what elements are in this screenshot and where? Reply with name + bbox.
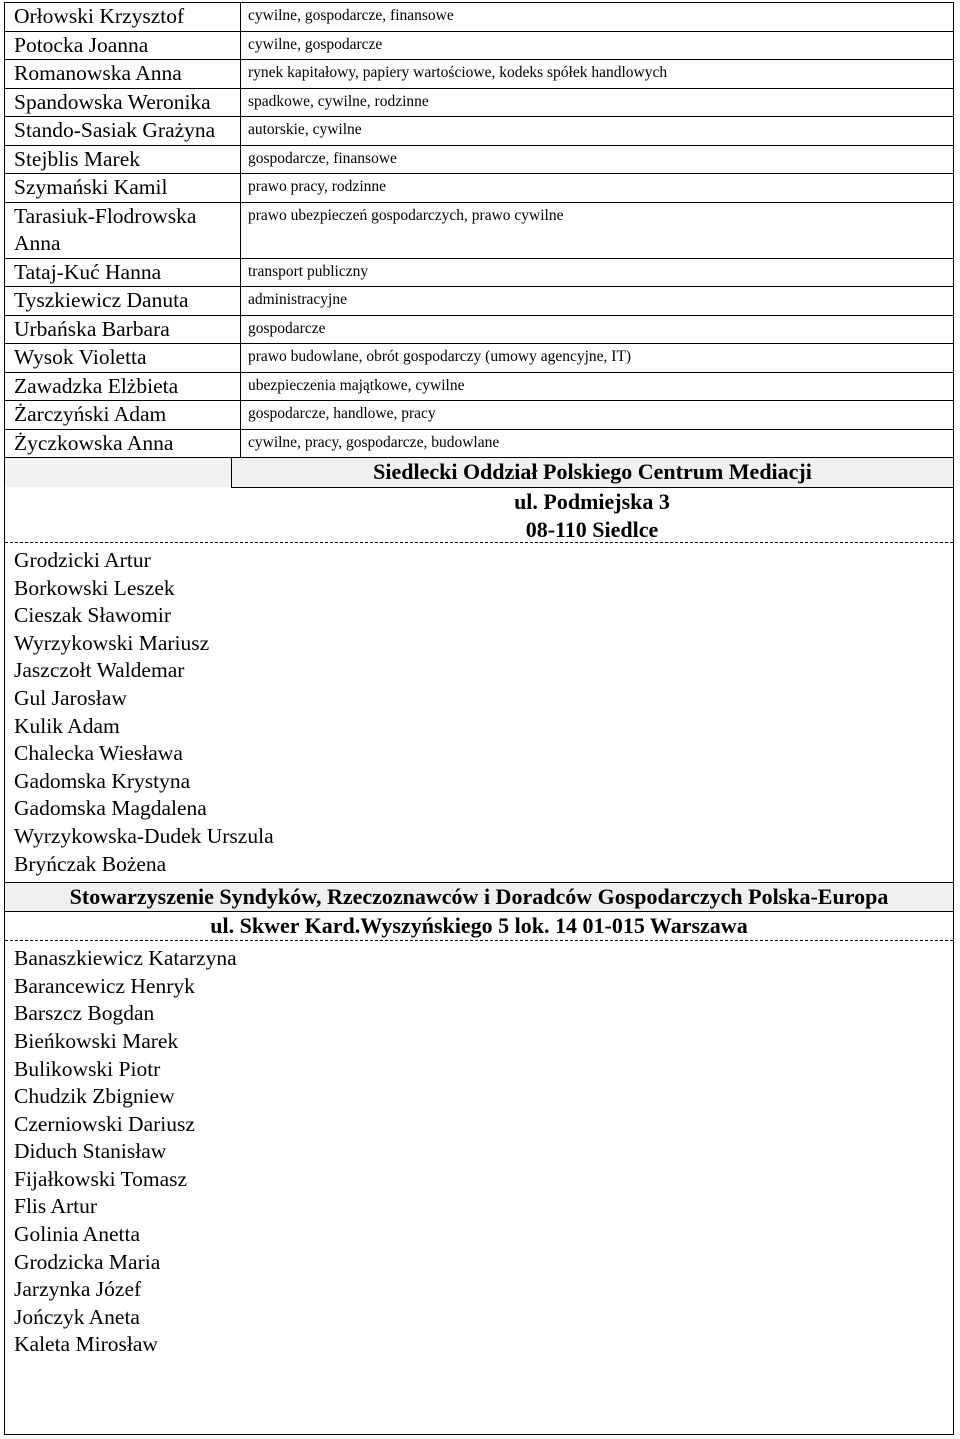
mediator-specialization: cywilne, gospodarcze [241,31,954,60]
list-item: Grodzicka Maria [14,1249,161,1274]
mediator-specialization: cywilne, pracy, gospodarcze, budowlane [241,429,954,458]
section-warszawa-names [5,941,953,1363]
table-row [5,145,953,174]
document-page [4,2,954,1435]
mediator-specialization: gospodarcze, finansowe [241,145,954,174]
list-item: Bulikowski Piotr [14,1056,161,1081]
mediator-specialization: ubezpieczenia majątkowe, cywilne [241,372,954,401]
mediator-specialization: autorskie, cywilne [241,117,954,146]
list-item: Chalecka Wiesława [14,741,183,766]
list-item: Wyrzykowska-Dudek Urszula [14,823,274,848]
list-item: Flis Artur [14,1194,98,1219]
table-row [5,315,953,344]
section-warszawa-header [5,882,953,941]
table-row [5,258,953,287]
mediator-name: Tataj-Kuć Hanna [5,258,241,287]
table-row [5,31,953,60]
mediator-name: Wysok Violetta [5,344,241,373]
list-item: Fijałkowski Tomasz [14,1166,188,1191]
section-siedlce-city: 08-110 Siedlce [525,517,659,542]
section-siedlce-header [5,458,953,543]
mediator-name: Szymański Kamil [5,174,241,203]
mediator-name: Potocka Joanna [5,31,241,60]
section-warszawa-city: 01-015 Warszawa [582,913,748,939]
mediator-table-body [5,3,953,458]
mediator-specialization: prawo pracy, rodzinne [241,174,954,203]
list-item: Wyrzykowski Mariusz [14,630,210,655]
table-row [5,60,953,89]
list-item: Jończyk Aneta [14,1304,140,1329]
list-item: Gadomska Magdalena [14,796,207,821]
table-row [5,344,953,373]
table-row [5,287,953,316]
list-item: Golinia Anetta [14,1222,140,1247]
mediator-name: Zawadzka Elżbieta [5,372,241,401]
list-item: Jaszczołt Waldemar [14,658,185,683]
list-item: Bieńkowski Marek [14,1028,179,1053]
mediator-name: Żarczyński Adam [5,401,241,430]
mediator-specialization: gospodarcze, handlowe, pracy [241,401,954,430]
list-item: Chudzik Zbigniew [14,1084,175,1109]
mediator-name: Tarasiuk-Flodrowska Anna [5,202,241,258]
mediator-specialization: cywilne, gospodarcze, finansowe [241,3,954,31]
mediator-specialization: rynek kapitałowy, papiery wartościowe, kodeks spółek handlowych [241,60,954,89]
mediator-name: Romanowska Anna [5,60,241,89]
mediator-name: Stando-Sasiak Grażyna [5,117,241,146]
list-item: Cieszak Sławomir [14,603,172,628]
table-row [5,401,953,430]
mediator-specialization: transport publiczny [241,258,954,287]
section-siedlce-title: Siedlecki Oddział Polskiego Centrum Mediacji [231,458,953,488]
list-item: Barszcz Bogdan [14,1001,155,1026]
list-item: Kulik Adam [14,713,120,738]
list-item: Bryńczak Bożena [14,851,167,876]
mediator-specialization: spadkowe, cywilne, rodzinne [241,88,954,117]
section-siedlce-street: ul. Podmiejska 3 [514,489,670,514]
table-row [5,174,953,203]
table-row [5,88,953,117]
mediator-name: Życzkowska Anna [5,429,241,458]
mediator-name: Urbańska Barbara [5,315,241,344]
table-row [5,429,953,458]
mediator-name: Orłowski Krzysztof [5,3,241,31]
mediator-specialization: gospodarcze [241,315,954,344]
list-item: Gul Jarosław [14,685,127,710]
table-row [5,117,953,146]
section-siedlce-names [5,543,953,882]
list-item: Barancewicz Henryk [14,973,195,998]
mediator-specialization: administracyjne [241,287,954,316]
mediator-name: Tyszkiewicz Danuta [5,287,241,316]
list-item: Jarzynka Józef [14,1277,142,1302]
table-row [5,3,953,31]
mediator-specialization: prawo ubezpieczeń gospodarczych, prawo cywilne [241,202,954,258]
list-item: Kaleta Mirosław [14,1332,158,1357]
list-item: Banaszkiewicz Katarzyna [14,946,237,971]
section-warszawa-title: Stowarzyszenie Syndyków, Rzeczoznawców i Doradców Gospodarczych Polska-Europa [5,882,953,912]
section-warszawa-street: ul. Skwer Kard.Wyszyńskiego 5 lok. 14 [210,913,577,939]
list-item: Borkowski Leszek [14,575,175,600]
table-row [5,372,953,401]
mediator-name: Spandowska Weronika [5,88,241,117]
table-row [5,202,953,258]
list-item: Grodzicki Artur [14,548,151,572]
list-item: Diduch Stanisław [14,1139,167,1164]
mediator-specialization: prawo budowlane, obrót gospodarczy (umowy agencyjne, IT) [241,344,954,373]
list-item: Gadomska Krystyna [14,768,191,793]
mediator-name: Stejblis Marek [5,145,241,174]
mediator-table [5,3,953,458]
list-item: Czerniowski Dariusz [14,1111,195,1136]
